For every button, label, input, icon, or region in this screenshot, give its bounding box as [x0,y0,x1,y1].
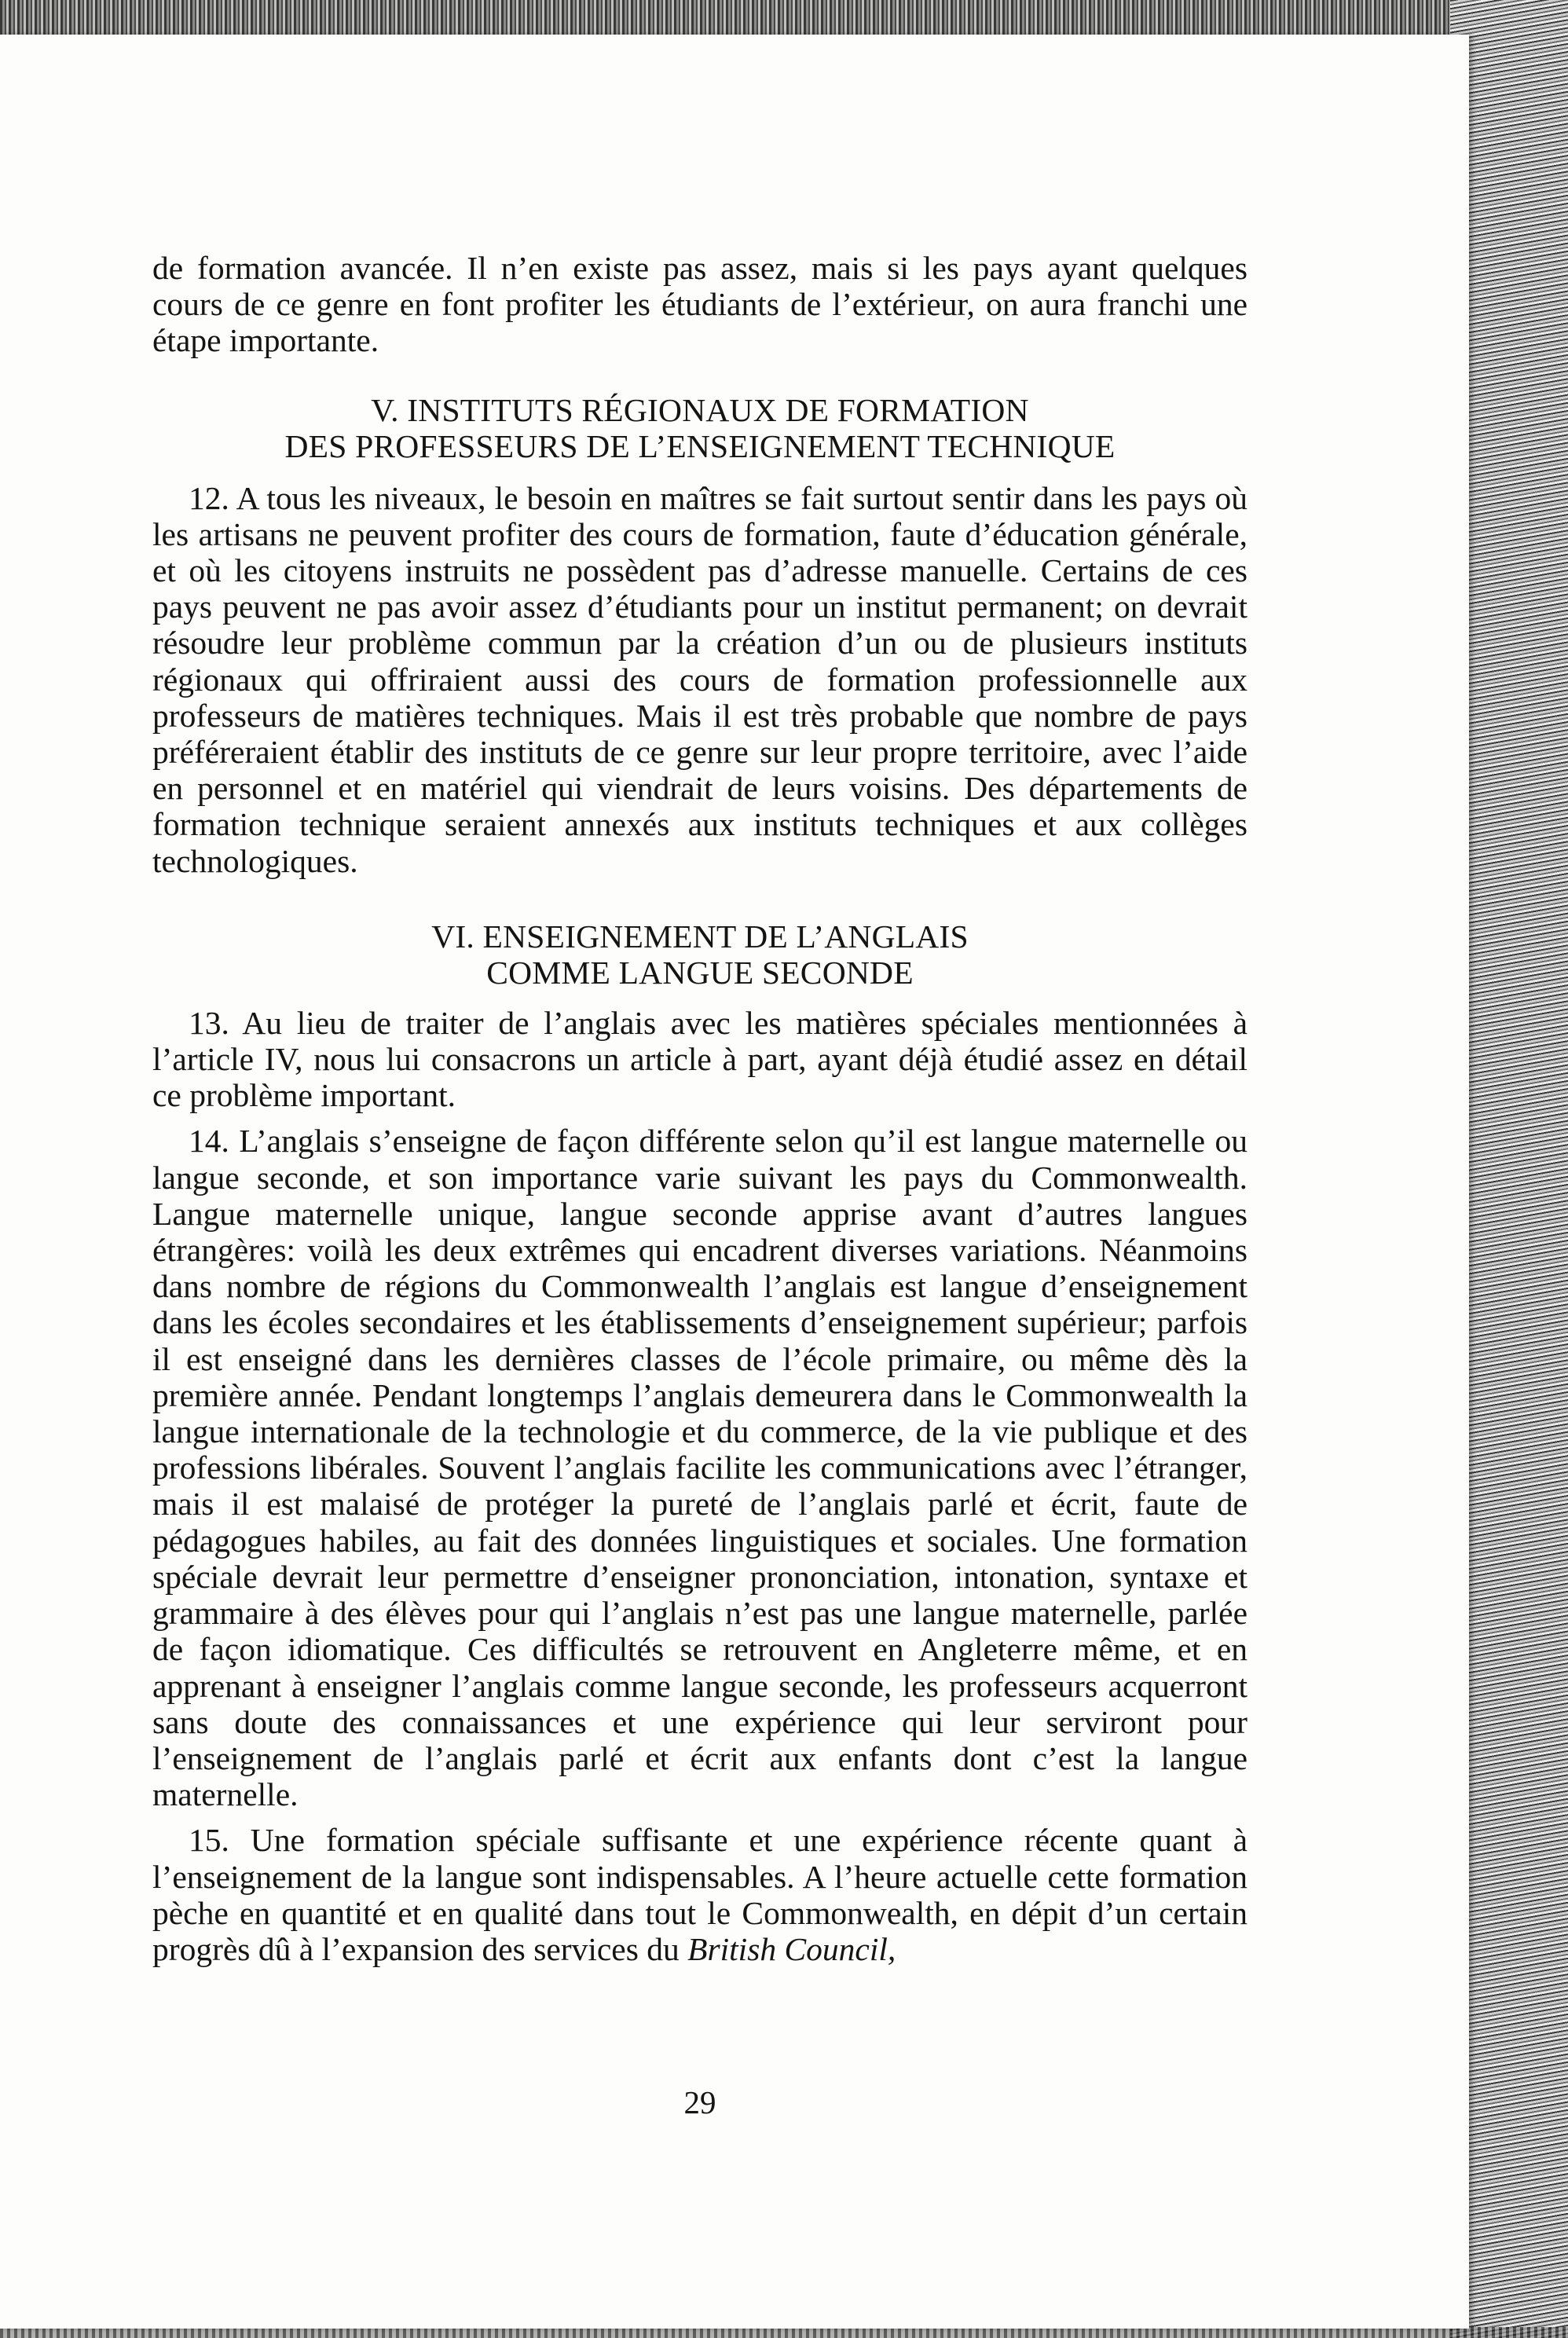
section-v-heading-line1: V. INSTITUTS RÉGIONAUX DE FORMATION [371,391,1029,428]
intro-paragraph: de formation avancée. Il n’en existe pas assez, mais si les pays ayant quelques cours de ce genre en font profiter les étudiants de l’extérieur, on aura franchi une étape importante. [152,250,1247,359]
section-vi-heading-line2: COMME LANGUE SECONDE [486,954,914,991]
section-v-heading [152,392,1247,464]
scan-top-edge [0,0,1568,36]
paragraph-15-italic: British Council, [687,1930,896,1967]
paragraph-14 [152,1123,1247,1812]
page-body [152,250,1247,1977]
section-v-heading-line2: DES PROFESSEURS DE L’ENSEIGNEMENT TECHNIQUE [284,427,1116,464]
paragraph-14-text: 14. L’anglais s’enseigne de façon différente selon qu’il est langue maternelle ou langue seconde, et son importance varie suivant les pays du Commonwealth. Langue maternelle unique, langue seconde apprise avant d’autres langues étrangères: voilà les deux extrêmes qui encadrent diverses variations. Néanmoins dans nombre de régions du Commonwealth l’anglais est langue d’enseignement dans les écoles secondaires et les établissements d’enseignement supérieur; parfois il est enseigné dans les dernières classes de l’école primaire, ou même dès la première année. Pendant longtemps l’anglais demeurera dans le Commonwealth la langue internationale de la technologie et du commerce, de la vie publique et des professions libérales. Souvent l’anglais facilite les communications avec l’étranger, mais il est malaisé de protéger la pureté de l’anglais parlé et écrit, faute de pédagogues habiles, au fait des données linguistiques et sociales. Une formation spéciale devrait leur permettre d’enseigner prononciation, intonation, syntaxe et grammaire à des élèves pour qui l’anglais n’est pas une langue maternelle, parlée de façon idiomatique. Ces difficultés se retrouvent en Angleterre même, et en apprenant à enseigner l’anglais comme langue seconde, les professeurs acquerront sans doute des connaissances et une expérience qui leur serviront pour l’enseignement de l’anglais parlé et écrit aux enfants dont c’est la langue maternelle. [152,1123,1247,1813]
paragraph-15 [152,1822,1247,1967]
section-vi-heading-line1: VI. ENSEIGNEMENT DE L’ANGLAIS [431,918,969,955]
paragraph-13-text: 13. Au lieu de traiter de l’anglais avec les matières spéciales mentionnées à l’article IV, nous lui consacrons un article à part, ayant déjà étudié assez en détail ce problème important. [152,1004,1247,1114]
scan-bottom-edge [0,2327,1568,2338]
section-vi-heading [152,918,1247,991]
page-number: 29 [683,2084,716,2120]
paragraph-12-text: 12. A tous les niveaux, le besoin en maîtres se fait surtout sentir dans les pays où les artisans ne peuvent profiter des cours de formation, faute d’éducation générale, et où les citoyens instruits ne possèdent pas d’adresse manuelle. Certains de ces pays peuvent ne pas avoir assez d’étudiants pour un institut permanent; on devrait résoudre leur problème commun par la création d’un ou de plusieurs instituts régionaux qui offriraient aussi des cours de formation professionnelle aux professeurs de matières techniques. Mais il est très probable que nombre de pays préféreraient établir des instituts de ce genre sur leur propre territoire, avec l’aide en personnel et en matériel qui viendrait de leurs voisins. Des départements de formation technique seraient annexés aux instituts techniques et aux collèges technologiques. [152,479,1247,879]
paragraph-13 [152,1005,1247,1114]
paragraph-12 [152,480,1247,879]
paragraph-15-text: 15. Une formation spéciale suffisante et une expérience récente quant à l’enseignement de la langue sont indispensables. A l’heure actuelle cette formation pèche en quantité et en qualité dans tout le Commonwealth, en dépit d’un certain progrès dû à l’expansion des services du [152,1822,1247,1967]
